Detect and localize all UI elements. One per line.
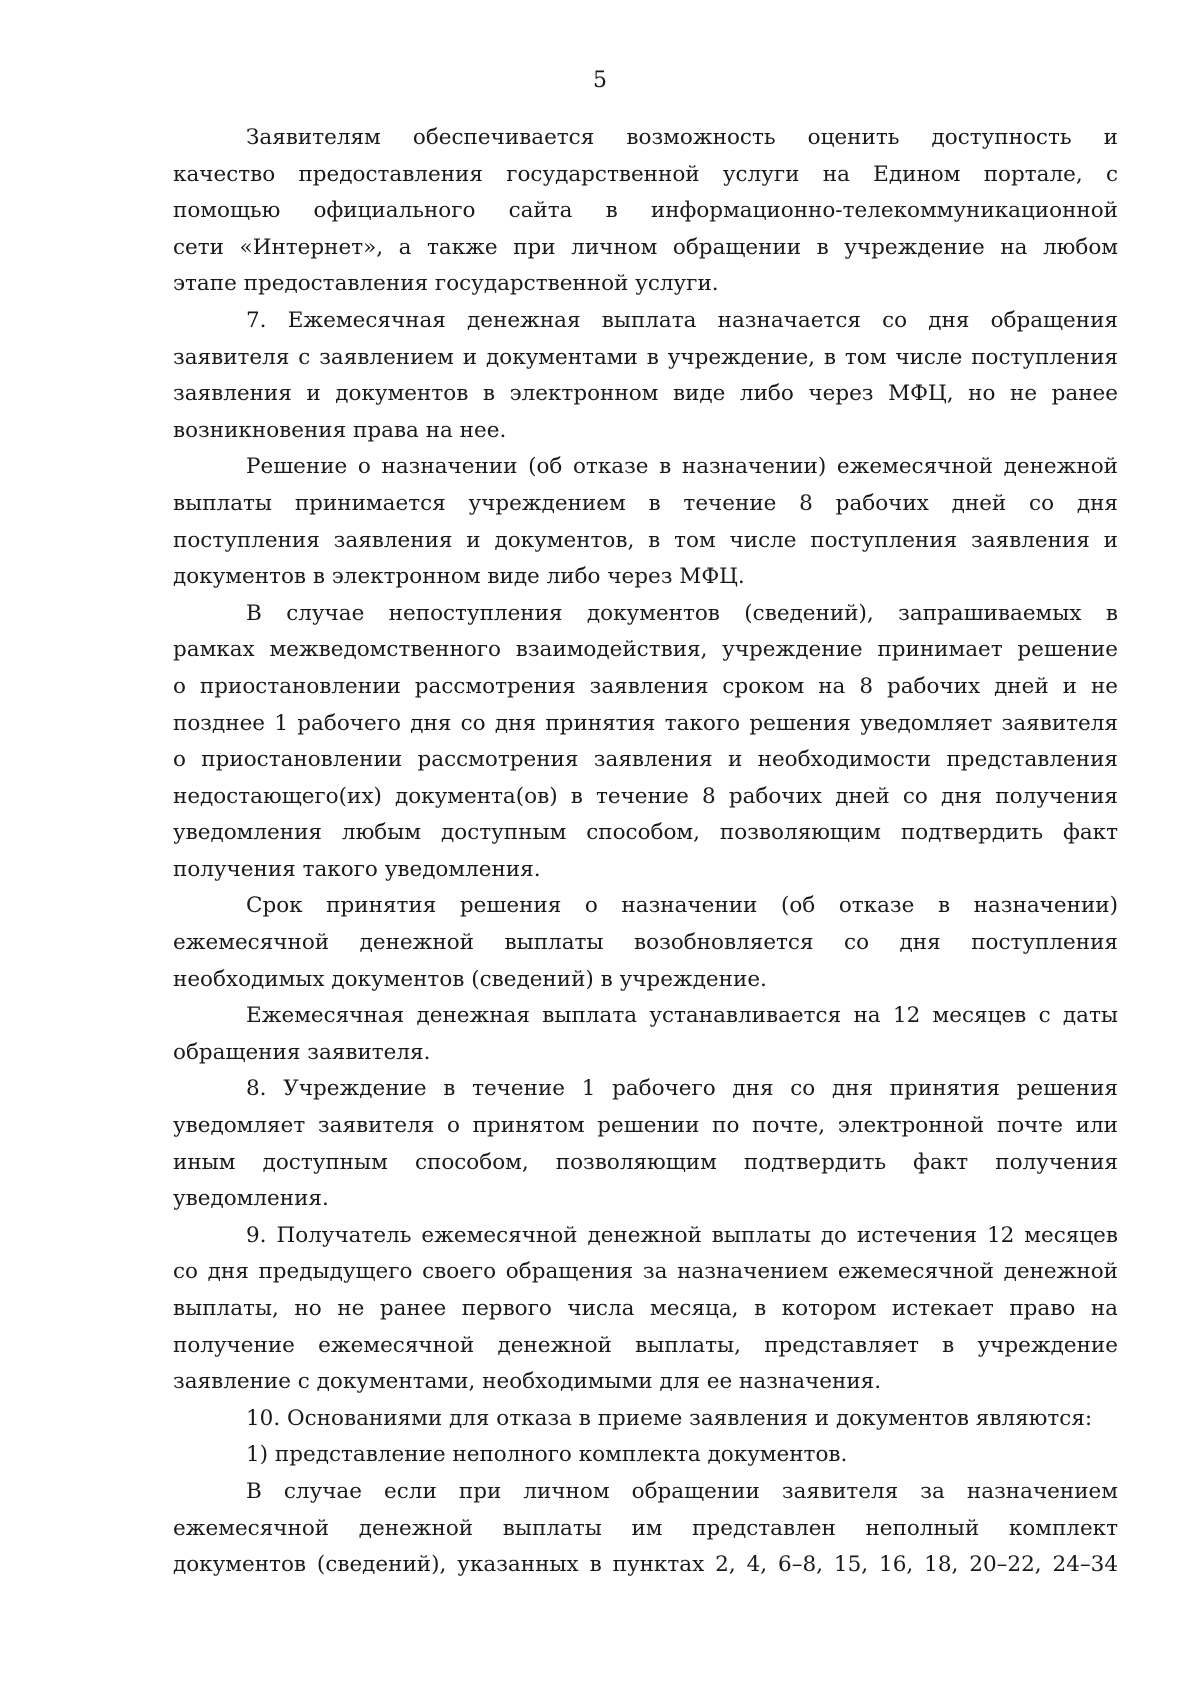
text-line: качество предоставления государственной услуги на Едином портале, с <box>173 161 1118 187</box>
text-line: выплаты принимается учреждением в течение 8 рабочих дней со дня <box>173 490 1118 516</box>
page-number: 5 <box>593 68 607 93</box>
text-line: заявления и документов в электронном виде либо через МФЦ, но не ранее <box>173 381 1118 407</box>
paragraph <box>173 1401 1118 1438</box>
text-line: обращения заявителя. <box>173 1039 431 1065</box>
text-line: уведомляет заявителя о принятом решении по почте, электронной почте или <box>173 1113 1118 1139</box>
paragraph <box>173 303 1118 449</box>
text-line: возникновения права на нее. <box>173 417 507 443</box>
text-line: документов в электронном виде либо через МФЦ. <box>173 564 745 590</box>
text-line: 9. Получатель ежемесячной денежной выплаты до истечения 12 месяцев <box>246 1222 1118 1248</box>
text-line: Заявителям обеспечивается возможность оценить доступность и <box>246 125 1118 150</box>
text-line: 1) представление неполного комплекта документов. <box>246 1442 848 1468</box>
text-line: 8. Учреждение в течение 1 рабочего дня со дня принятия решения <box>246 1076 1118 1102</box>
paragraph <box>173 120 1118 303</box>
text-line: помощью официального сайта в информационно-телекоммуникационной <box>173 198 1118 224</box>
text-line: выплаты, но не ранее первого числа месяца, в котором истекает право на <box>173 1296 1118 1321</box>
paragraph <box>173 1474 1118 1584</box>
text-line: рамках межведомственного взаимодействия, учреждение принимает решение <box>173 637 1118 663</box>
text-line: ежемесячной денежной выплаты возобновляется со дня поступления <box>173 930 1118 956</box>
text-line: 10. Основаниями для отказа в приеме заявления и документов являются: <box>246 1405 1093 1431</box>
text-line: заявление с документами, необходимыми для ее назначения. <box>173 1369 882 1395</box>
paragraph <box>173 596 1118 889</box>
text-line: ежемесячной денежной выплаты им представлен неполный комплект <box>173 1515 1118 1541</box>
text-line: получение ежемесячной денежной выплаты, представляет в учреждение <box>173 1332 1118 1358</box>
text-line: 7. Ежемесячная денежная выплата назначается со дня обращения <box>246 307 1118 333</box>
paragraph <box>173 1437 1118 1474</box>
text-line: заявителя с заявлением и документами в учреждение, в том числе поступления <box>173 344 1118 370</box>
text-line: уведомления. <box>173 1186 329 1212</box>
text-line: сети «Интернет», а также при личном обращении в учреждение на любом <box>173 234 1118 260</box>
document-body <box>173 120 1118 1584</box>
paragraph <box>173 888 1118 998</box>
text-line: поступления заявления и документов, в том числе поступления заявления и <box>173 527 1118 553</box>
text-line: позднее 1 рабочего дня со дня принятия такого решения уведомляет заявителя <box>173 710 1118 736</box>
text-line: документов (сведений), указанных в пунктах 2, 4, 6–8, 15, 16, 18, 20–22, 24–34 <box>173 1552 1118 1578</box>
paragraph <box>173 449 1118 595</box>
text-line: получения такого уведомления. <box>173 856 541 882</box>
text-line: о приостановлении рассмотрения заявления и необходимости представления <box>173 747 1118 773</box>
text-line: уведомления любым доступным способом, позволяющим подтвердить факт <box>173 820 1118 846</box>
text-line: этапе предоставления государственной услуги. <box>173 271 719 297</box>
paragraph <box>173 998 1118 1071</box>
text-line: Ежемесячная денежная выплата устанавливается на 12 месяцев с даты <box>246 1003 1118 1029</box>
text-line: иным доступным способом, позволяющим подтвердить факт получения <box>173 1149 1118 1175</box>
text-line: о приостановлении рассмотрения заявления сроком на 8 рабочих дней и не <box>173 673 1118 699</box>
paragraph <box>173 1218 1118 1401</box>
text-line: со дня предыдущего своего обращения за назначением ежемесячной денежной <box>173 1259 1118 1285</box>
text-line: Срок принятия решения о назначении (об отказе в назначении) <box>246 893 1118 919</box>
text-line: В случае если при личном обращении заявителя за назначением <box>246 1478 1118 1504</box>
text-line: необходимых документов (сведений) в учреждение. <box>173 966 767 992</box>
text-line: Решение о назначении (об отказе в назначении) ежемесячной денежной <box>246 454 1118 480</box>
text-line: недостающего(их) документа(ов) в течение 8 рабочих дней со дня получения <box>173 783 1118 809</box>
paragraph <box>173 1071 1118 1217</box>
text-line: В случае непоступления документов (сведений), запрашиваемых в <box>246 600 1118 626</box>
